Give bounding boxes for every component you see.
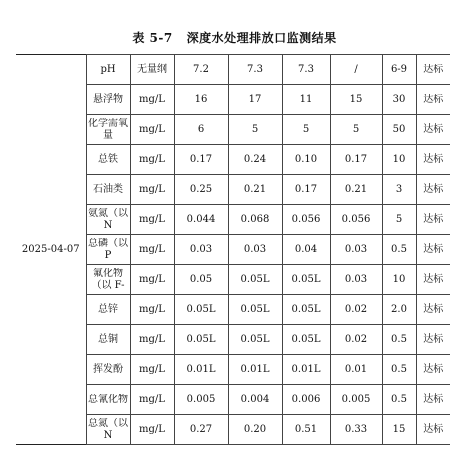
unit-cell: 无量纲 bbox=[130, 55, 174, 85]
table-number: 表 5-7 bbox=[132, 31, 173, 45]
table-row bbox=[16, 55, 450, 85]
result-cell: 达标 bbox=[416, 415, 450, 445]
value-cell: 0.05L bbox=[228, 295, 282, 325]
value-cell: 0.05L bbox=[228, 325, 282, 355]
value-cell: 0.05L bbox=[282, 265, 330, 295]
item-text: 总氰化物 bbox=[88, 393, 128, 405]
value-cell: 0.05L bbox=[228, 265, 282, 295]
item-cell: 总铜 bbox=[86, 325, 130, 355]
unit-cell: mg/L bbox=[130, 295, 174, 325]
result-text: 达标 bbox=[423, 93, 444, 105]
unit-cell: mg/L bbox=[130, 325, 174, 355]
item-cell bbox=[86, 115, 130, 145]
limit-cell: 6-9 bbox=[382, 55, 416, 85]
value-cell: 15 bbox=[330, 85, 382, 115]
value-cell: 7.3 bbox=[228, 55, 282, 85]
result-cell: 达标 bbox=[416, 205, 450, 235]
result-cell: 达标 bbox=[416, 145, 450, 175]
item-cell bbox=[86, 235, 130, 265]
item-cell: 总锌 bbox=[86, 295, 130, 325]
result-cell: 达标 bbox=[416, 175, 450, 205]
result-cell bbox=[416, 85, 450, 115]
limit-cell: 50 bbox=[382, 115, 416, 145]
unit-cell: mg/L bbox=[130, 145, 174, 175]
limit-cell: 15 bbox=[382, 415, 416, 445]
limit-cell: 0.5 bbox=[382, 235, 416, 265]
value-cell: 0.03 bbox=[330, 265, 382, 295]
value-cell: 0.03 bbox=[174, 235, 228, 265]
value-cell: 0.05L bbox=[282, 295, 330, 325]
value-cell: 0.044 bbox=[174, 205, 228, 235]
unit-cell: mg/L bbox=[130, 385, 174, 415]
item-text: 化学需氧量 bbox=[88, 117, 128, 141]
result-cell bbox=[416, 55, 450, 85]
result-cell: 达标 bbox=[416, 235, 450, 265]
value-cell: 0.068 bbox=[228, 205, 282, 235]
item-cell: pH bbox=[86, 55, 130, 85]
unit-cell: mg/L bbox=[130, 355, 174, 385]
value-cell: 0.02 bbox=[330, 325, 382, 355]
value-cell: 0.005 bbox=[174, 385, 228, 415]
unit-cell: mg/L bbox=[130, 415, 174, 445]
item-cell bbox=[86, 415, 130, 445]
value-cell: 0.05L bbox=[282, 325, 330, 355]
value-cell: 5 bbox=[330, 115, 382, 145]
value-cell: 0.05 bbox=[174, 265, 228, 295]
unit-cell: mg/L bbox=[130, 115, 174, 145]
value-cell: 11 bbox=[282, 85, 330, 115]
unit-cell: mg/L bbox=[130, 235, 174, 265]
item-cell: 总铁 bbox=[86, 145, 130, 175]
value-cell: 0.01L bbox=[174, 355, 228, 385]
value-cell: 5 bbox=[228, 115, 282, 145]
item-text: 氨氮（以 N bbox=[88, 207, 128, 231]
value-cell: 0.01L bbox=[228, 355, 282, 385]
item-text: 总氮（以 N bbox=[88, 417, 128, 441]
result-cell: 达标 bbox=[416, 115, 450, 145]
value-cell: 0.056 bbox=[330, 205, 382, 235]
result-cell: 达标 bbox=[416, 265, 450, 295]
value-cell: 0.24 bbox=[228, 145, 282, 175]
result-cell: 达标 bbox=[416, 325, 450, 355]
item-text: 总磷（以 P bbox=[88, 237, 128, 261]
value-cell: 0.17 bbox=[330, 145, 382, 175]
value-cell: 0.02 bbox=[330, 295, 382, 325]
value-cell: 0.21 bbox=[330, 175, 382, 205]
result-cell: 达标 bbox=[416, 355, 450, 385]
value-cell: 7.3 bbox=[282, 55, 330, 85]
limit-cell: 10 bbox=[382, 265, 416, 295]
monitoring-results-table bbox=[16, 54, 450, 445]
unit-cell: mg/L bbox=[130, 175, 174, 205]
value-cell: 7.2 bbox=[174, 55, 228, 85]
value-cell: 0.17 bbox=[174, 145, 228, 175]
limit-cell: 0.5 bbox=[382, 325, 416, 355]
value-cell: 0.03 bbox=[228, 235, 282, 265]
limit-cell: 10 bbox=[382, 145, 416, 175]
value-cell: 0.25 bbox=[174, 175, 228, 205]
value-cell: / bbox=[330, 55, 382, 85]
value-cell: 0.004 bbox=[228, 385, 282, 415]
table-caption bbox=[0, 29, 469, 46]
value-cell: 0.05L bbox=[174, 295, 228, 325]
value-cell: 5 bbox=[282, 115, 330, 145]
value-cell: 0.056 bbox=[282, 205, 330, 235]
value-cell: 0.27 bbox=[174, 415, 228, 445]
value-cell: 0.10 bbox=[282, 145, 330, 175]
limit-cell: 30 bbox=[382, 85, 416, 115]
value-cell: 0.17 bbox=[282, 175, 330, 205]
item-text: 氟化物（以 F- bbox=[91, 267, 125, 291]
item-cell: 悬浮物 bbox=[86, 85, 130, 115]
limit-cell: 0.5 bbox=[382, 385, 416, 415]
value-cell: 0.006 bbox=[282, 385, 330, 415]
table-body bbox=[16, 55, 450, 445]
unit-cell: mg/L bbox=[130, 85, 174, 115]
value-cell: 0.005 bbox=[330, 385, 382, 415]
value-cell: 0.01 bbox=[330, 355, 382, 385]
limit-cell: 2.0 bbox=[382, 295, 416, 325]
result-text: 达标 bbox=[423, 63, 444, 75]
limit-cell: 0.5 bbox=[382, 355, 416, 385]
value-cell: 16 bbox=[174, 85, 228, 115]
item-cell bbox=[86, 265, 130, 295]
value-cell: 0.01L bbox=[282, 355, 330, 385]
item-cell bbox=[86, 205, 130, 235]
item-cell: 石油类 bbox=[86, 175, 130, 205]
item-cell: 挥发酚 bbox=[86, 355, 130, 385]
result-cell: 达标 bbox=[416, 385, 450, 415]
sample-date-cell: 2025-04-07 bbox=[16, 55, 86, 445]
value-cell: 6 bbox=[174, 115, 228, 145]
unit-cell: mg/L bbox=[130, 265, 174, 295]
table-title: 深度水处理排放口监测结果 bbox=[186, 31, 337, 45]
value-cell: 0.33 bbox=[330, 415, 382, 445]
value-cell: 0.21 bbox=[228, 175, 282, 205]
result-cell: 达标 bbox=[416, 295, 450, 325]
value-cell: 0.51 bbox=[282, 415, 330, 445]
limit-cell: 3 bbox=[382, 175, 416, 205]
value-cell: 0.03 bbox=[330, 235, 382, 265]
item-cell bbox=[86, 385, 130, 415]
value-cell: 0.20 bbox=[228, 415, 282, 445]
value-cell: 17 bbox=[228, 85, 282, 115]
value-cell: 0.05L bbox=[174, 325, 228, 355]
value-cell: 0.04 bbox=[282, 235, 330, 265]
limit-cell: 5 bbox=[382, 205, 416, 235]
unit-cell: mg/L bbox=[130, 205, 174, 235]
